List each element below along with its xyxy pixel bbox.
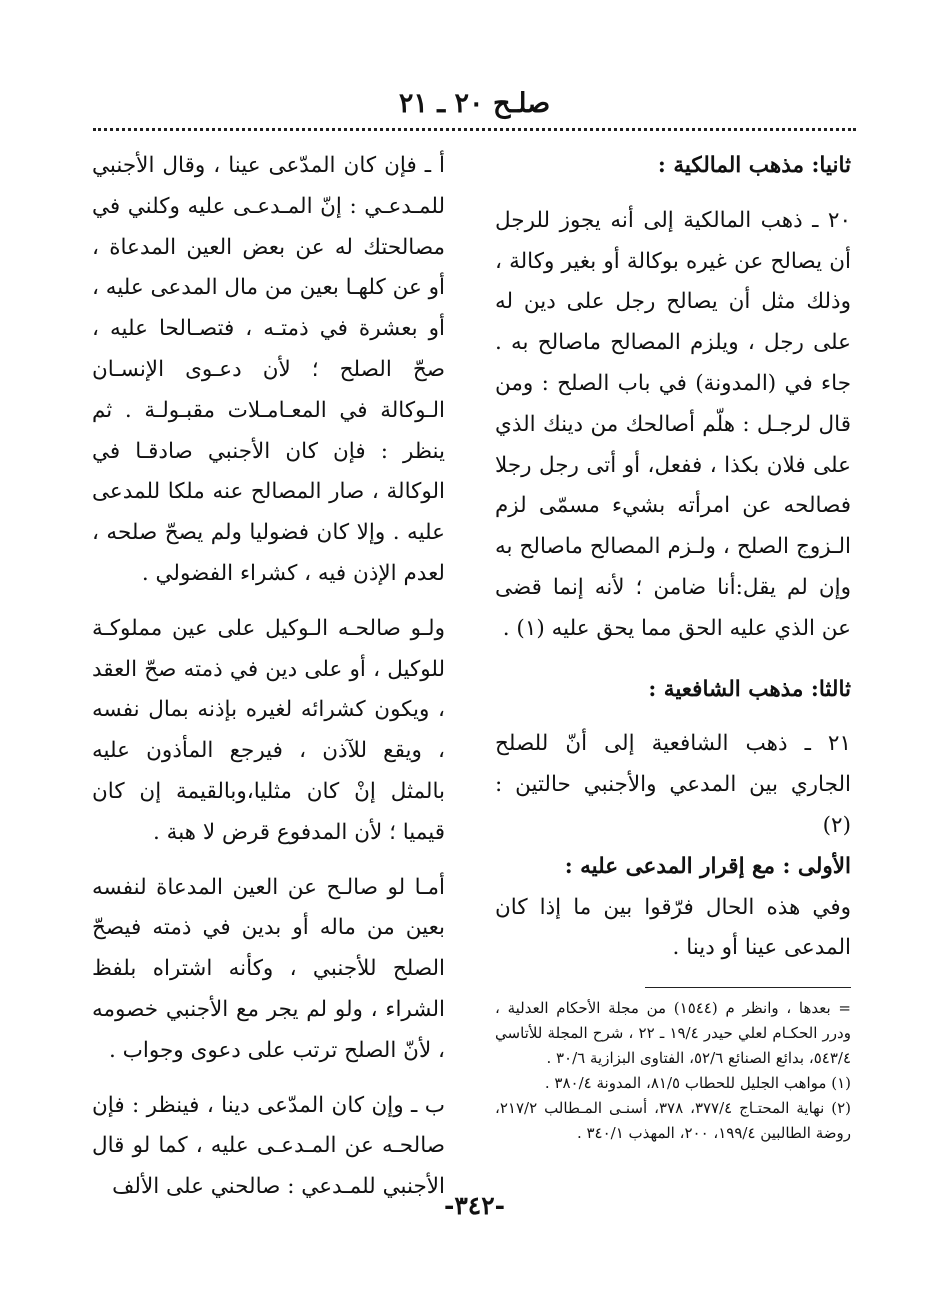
subheading-first-case: الأولى : مع إقرار المدعى عليه :: [564, 853, 851, 879]
section-heading-malikiyya: ثانيا: مذهب المالكية :: [657, 153, 851, 178]
footnote-2: (٢) نهاية المحتـاج ٣٧٧/٤، ٣٧٨، أسنـى المـطالب ٢١٧/٢، روضة الطالبين ١٩٩/٤، ٢٠٠، المهذب ٣٤٠/١ .: [495, 1099, 851, 1143]
spacer: [495, 650, 851, 670]
header-dotted-rule: [93, 128, 856, 131]
paragraph-self: أمـا لو صالـح عن العين المدعاة لنفسه بعين من ماله أو بدين في ذمته فيصحّ الصلح للأجنبي ، وكأنه اشتراه بلفظ الشراء ، ولو لم يجر مع الأجنبي خصومه ، لأنّ الصلح ترتب على دعوى وجواب .: [92, 874, 445, 1063]
paragraph-20: ٢٠ ـ ذهب المالكية إلى أنه يجوز للرجل أن يصالح عن غيره بوكالة أو بغير وكالة ، وذلك مثل أن يصالح رجل على دين له على رجل ، ويلزم المصالح ماصالح به . جاء في (المدونة) في باب الصلح : ومن قال لرجـل : هلّم أصالحك من دينك الذي على فلان بكذا ، ففعل، أو أتى رجل رجلا فصالحه عن امرأته بشيء مسمّى لزم الـزوج الصلح ، ولـزم المصالح ماصالح به وإن لم يقل:أنا ضامن ؛ لأنه إنما قضى عن الذي عليه الحق مما يحق عليه (١) .: [495, 207, 851, 641]
footnotes: [495, 996, 851, 1146]
footnote-1: (١) مواهب الجليل للحطاب ٨١/٥، المدونة ٣٨٠/٤ .: [544, 1074, 851, 1093]
running-header: صلـح ٢٠ ـ ٢١: [398, 88, 551, 119]
paragraph-wakeel: ولـو صالحـه الـوكيل على عين مملوكـة للوكيل ، أو على دين في ذمته صحّ العقد ، ويكون كشرائه لغيره بإذنه بمال نفسه ، ويقع للآذن ، فيرجع المأذون عليه بالمثل إنْ كان مثليا،وبالقيمة إن كان قيميا ؛ لأن المدفوع قرض لا هبة .: [92, 615, 445, 845]
footnote-continued: = بعدها ، وانظر م (١٥٤٤) من مجلة الأحكام العدلية ، ودرر الحكـام لعلي حيدر ١٩/٤ ـ ٢٢ ، شرح المجلة للأتاسي ٥٤٣/٤، بدائع الصنائع ٥٢/٦، الفتاوى البزازية ٣٠/٦ .: [495, 999, 851, 1068]
left-column: [92, 146, 445, 1208]
spacer: [92, 595, 445, 609]
spacer: [92, 1072, 445, 1086]
page-number: -٣٤٢-: [443, 1191, 506, 1220]
first-case-body: وفي هذه الحال فرّقوا بين ما إذا كان المدعى عينا أو دينا .: [495, 894, 851, 961]
paragraph-21: ٢١ ـ ذهب الشافعية إلى أنّ للصلح الجاري بين المدعي والأجنبي حالتين : (٢): [495, 731, 851, 838]
spacer: [495, 187, 851, 201]
spacer: [495, 710, 851, 724]
spacer: [92, 854, 445, 868]
footnote-rule: [645, 987, 851, 988]
paragraph-ba: ب ـ وإن كان المدّعى دينا ، فينظر : فإن صالحـه عن المـدعـى عليه ، كما لو قال الأجنبي للمـدعي : صالحني على الألف: [92, 1092, 445, 1200]
paragraph-alif: أ ـ فإن كان المدّعى عينا ، وقال الأجنبي للمـدعـي : إنّ المـدعـى عليه وكلني في مصالحتك له عن بعض العين المدعاة ، أو عن كلهـا بعين من مال المدعى عليه ، أو بعشرة في ذمتـه ، فتصـالحا عليه ، صحّ الصلح ؛ لأن دعـوى الإنسـان الـوكالة في المعـامـلات مقبـولـة . ثم ينظر : فإن كان الأجنبي صادقـا في الوكالة ، صار المصالح عنه ملكا للمدعى عليه . وإلا كان فضوليا ولم يصحّ صلحه ، لعدم الإذن فيه ، كشراء الفضولي .: [91, 153, 445, 586]
right-column: [495, 146, 851, 1146]
section-heading-shafiiyya: ثالثا: مذهب الشافعية :: [648, 676, 851, 702]
